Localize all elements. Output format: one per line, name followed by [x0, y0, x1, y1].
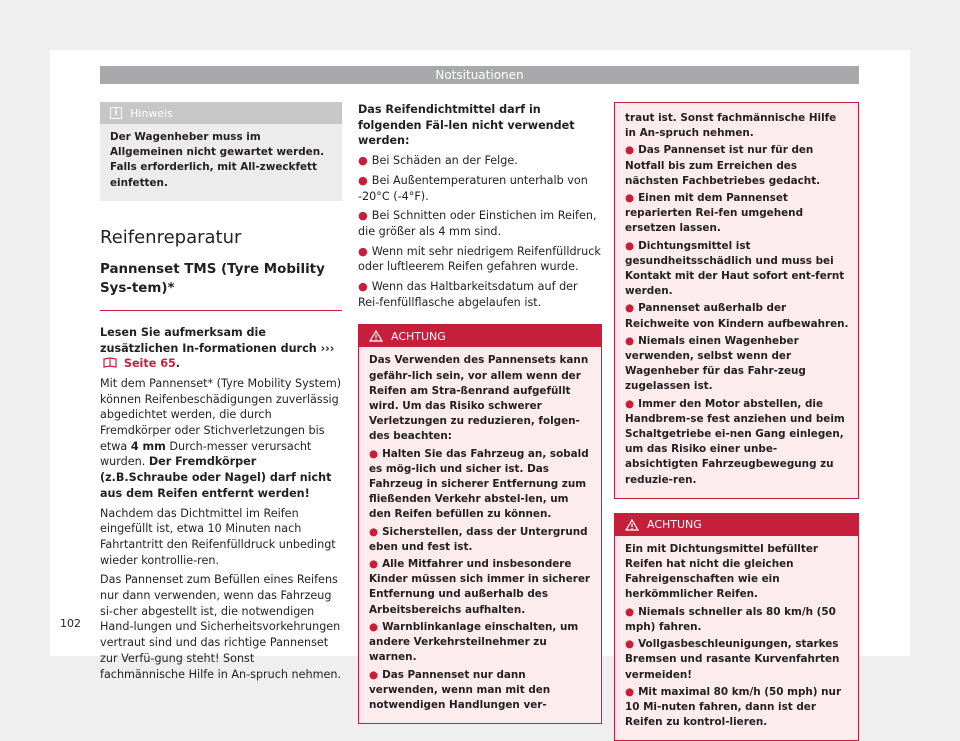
- note-label: Hinweis: [130, 106, 173, 120]
- bullet-icon: ●: [358, 244, 368, 258]
- list-item-text: Wenn mit sehr niedrigem Reifenfülldruck oder luftleerem Reifen gefahren wurde.: [358, 244, 601, 274]
- bullet-icon: ●: [358, 173, 368, 187]
- warning-item-text: Niemals einen Wagenheber verwenden, selbst wenn der Wagenheber für das Fahr-zeug zugelassen ist.: [625, 334, 806, 393]
- column-middle: [358, 102, 602, 724]
- warning-item: [369, 668, 593, 714]
- warning-item: [625, 191, 850, 237]
- warning-intro: Das Verwenden des Pannensets kann gefähr-lich sein, vor allem wenn der Reifen am Stra-ßenrand aufgefüllt wird. Um das Risiko schwerer Verletzungen zu reduzieren, folgen-des beachten:: [369, 354, 589, 443]
- warning-item: [625, 143, 850, 189]
- p1-start: Mit dem Pannenset* (Tyre Mobility System) können Reifenbeschädigungen zuverlässig abgedichtet werden, die durch Fremdkörper oder Stichverletzungen bis etwa: [100, 376, 342, 453]
- note-header: [100, 102, 342, 124]
- intro-text: [100, 325, 342, 372]
- bullet-icon: ●: [625, 334, 635, 347]
- p1-mid: Durch-messer verursacht wurden.: [100, 439, 312, 469]
- warning-item-text: Das Pannenset ist nur für den Notfall bis zum Erreichen des nächsten Fachbetriebes gedacht.: [625, 144, 821, 187]
- warning-item-text: Dichtungsmittel ist gesundheitsschädlich und muss bei Kontakt mit der Haut sofort ent-fernt werden.: [625, 239, 845, 298]
- warning-body: [615, 536, 858, 740]
- list-item-text: Bei Schäden an der Felge.: [371, 154, 518, 168]
- warning-item-text: Mit maximal 80 km/h (50 mph) nur 10 Mi-nuten fahren, dann ist der Reifen zu kontrol-lieren.: [625, 685, 842, 729]
- warning-item-text: Alle Mitfahrer und insbesondere Kinder müssen sich immer in sicherer Entfernung und außerhalb des Arbeitsbereichs aufhalten.: [369, 558, 591, 616]
- column-left: [100, 102, 342, 686]
- paragraph-1: [100, 376, 342, 502]
- warning-box-2: [614, 513, 859, 741]
- p1-bold-size: 4 mm: [130, 439, 166, 453]
- bullet-icon: ●: [625, 605, 635, 618]
- list-item: [358, 279, 602, 310]
- list-item: [358, 244, 602, 275]
- warning-item: [369, 557, 593, 618]
- warning-item: [625, 334, 850, 395]
- warning-item-text: Das Pannenset nur dann verwenden, wenn man mit den notwendigen Handlungen ver-: [369, 668, 551, 711]
- warning-item-text: Warnblinkanlage einschalten, um andere Verkehrsteilnehmer zu warnen.: [369, 620, 579, 664]
- warning-box-1-continued: [614, 102, 859, 499]
- paragraph-2: Nachdem das Dichtmittel im Reifen eingefüllt ist, etwa 10 Minuten nach Fahrtantritt den Reifenfülldruck unbedingt wieder kontrollie-ren.: [100, 506, 336, 567]
- warning-item: [625, 239, 850, 300]
- warning-item-text: Vollgasbeschleunigungen, starkes Bremsen und rasante Kurvenfahrten vermeiden!: [625, 638, 840, 681]
- list-item-text: Wenn das Haltbarkeitsdatum auf der Rei-fenfüllflasche abgelaufen ist.: [358, 280, 578, 309]
- p1-bold-warning: Der Fremdkörper (z.B.Schraube oder Nagel) darf nicht aus dem Reifen entfernt werden!: [100, 455, 332, 500]
- warning-triangle-icon: [625, 519, 639, 531]
- bullet-icon: ●: [369, 447, 379, 460]
- bullet-icon: ●: [369, 668, 379, 681]
- bullet-icon: ●: [625, 638, 635, 651]
- book-icon: [103, 357, 117, 368]
- warning-header: [359, 325, 601, 347]
- warning-box-1: [358, 324, 602, 724]
- warning-cont-intro: traut ist. Sonst fachmännische Hilfe in An-spruch nehmen.: [625, 112, 837, 140]
- bullet-icon: ●: [625, 302, 635, 315]
- page-link[interactable]: Seite 65: [123, 357, 176, 371]
- warning-item-text: Immer den Motor abstellen, die Handbrem-se fest anziehen und beim Schaltgetriebe ei-nen Gang einlegen, um das Risiko einer unbe-absichtigten Fahrzeugbewegung zu reduzie-ren.: [625, 397, 845, 486]
- list-item: [358, 173, 602, 204]
- bullet-icon: ●: [358, 209, 368, 223]
- warning-item-text: Halten Sie das Fahrzeug an, sobald es mög-lich und sicher ist. Das Fahrzeug in sicherer Entfernung zum fließenden Verkehr abstel-len, um den Reifen befüllen zu können.: [369, 447, 589, 521]
- intro-prefix: Lesen Sie aufmerksam die zusätzlichen In-formationen durch ›››: [100, 325, 335, 355]
- warning-item: [369, 620, 593, 666]
- warning-intro: Ein mit Dichtungsmittel befüllter Reifen hat nicht die gleichen Fahreigenschaften wie ein herkömmlicher Reifen.: [625, 542, 818, 601]
- section-title: Reifenreparatur: [100, 226, 242, 248]
- note-text: Der Wagenheber muss im Allgemeinen nicht gewartet werden. Falls erforderlich, mit All-zweckfett einfetten.: [110, 131, 325, 189]
- bullet-icon: ●: [625, 397, 635, 410]
- warning-body: [359, 347, 601, 723]
- bullet-icon: ●: [358, 154, 368, 168]
- list-item-text: Bei Außentemperaturen unterhalb von -20°C (-4°F).: [358, 173, 588, 203]
- list-item: [358, 208, 602, 239]
- warning-label: ACHTUNG: [647, 518, 702, 532]
- warning-cont-body: [615, 103, 858, 498]
- warning-item: [625, 301, 850, 331]
- section-subtitle: Pannenset TMS (Tyre Mobility Sys-tem)*: [100, 261, 325, 296]
- warning-triangle-icon: [369, 330, 383, 342]
- page-number: 102: [60, 617, 81, 630]
- note-body: [100, 124, 342, 201]
- bullet-icon: ●: [625, 685, 635, 698]
- info-icon: i: [110, 107, 122, 119]
- paragraph-3: Das Pannenset zum Befüllen eines Reifens nur dann verwenden, wenn das Fahrzeug si-cher abgestellt ist, die notwendigen Hand-lungen und Sicherheitsvorkehrungen vertraut sind und das richtige Pannenset zur Verfü-gung steht! Sonst fachmännische Hilfe in An-spruch nehmen.: [100, 573, 342, 681]
- warning-item: [369, 447, 593, 523]
- bullet-icon: ●: [369, 525, 379, 538]
- subtitle-block: [100, 260, 342, 311]
- list-item-text: Bei Schnitten oder Einstichen im Reifen, die größer als 4 mm sind.: [358, 209, 597, 238]
- warning-header: [615, 514, 858, 536]
- warning-item: [369, 525, 593, 555]
- warning-item-text: Niemals schneller als 80 km/h (50 mph) fahren.: [625, 605, 836, 633]
- warning-item-text: Sicherstellen, dass der Untergrund eben und fest ist.: [369, 525, 588, 553]
- not-use-heading: Das Reifendichtmittel darf in folgenden Fäl-len nicht verwendet werden:: [358, 103, 575, 148]
- intro-suffix: .: [175, 357, 181, 371]
- warning-label: ACHTUNG: [391, 329, 446, 343]
- warning-item: [625, 637, 850, 683]
- bullet-icon: ●: [625, 239, 635, 252]
- warning-item: [625, 685, 850, 731]
- chapter-header: Notsituationen: [100, 66, 859, 84]
- warning-item: [625, 605, 850, 635]
- warning-item-text: Pannenset außerhalb der Reichweite von Kindern aufbewahren.: [625, 302, 849, 330]
- column-right: [614, 102, 859, 741]
- bullet-icon: ●: [369, 620, 379, 633]
- bullet-icon: ●: [369, 558, 379, 571]
- warning-item: [625, 397, 850, 488]
- list-item: [358, 153, 602, 169]
- warning-item-text: Einen mit dem Pannenset reparierten Rei-fen umgehend ersetzen lassen.: [625, 192, 804, 235]
- bullet-icon: ●: [358, 280, 368, 294]
- note-box: [100, 102, 342, 201]
- bullet-icon: ●: [625, 144, 635, 157]
- not-use-list: [358, 153, 602, 310]
- bullet-icon: ●: [625, 192, 635, 205]
